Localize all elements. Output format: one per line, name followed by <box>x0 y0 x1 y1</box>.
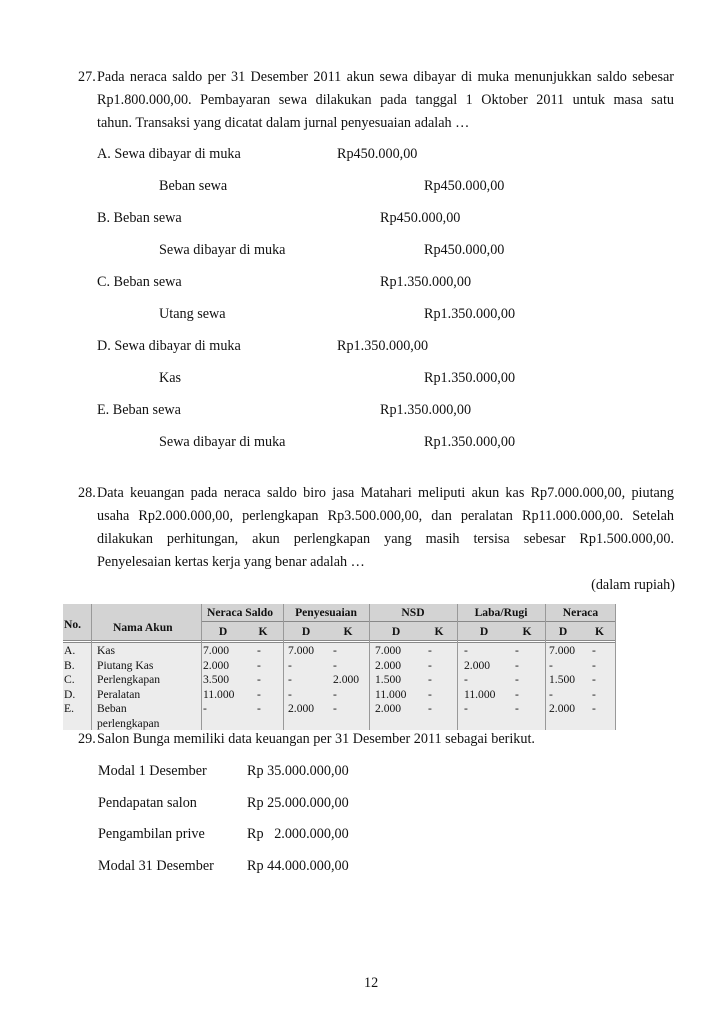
table-cell: - <box>288 673 292 686</box>
account-names <box>97 644 160 731</box>
row-numbers <box>64 644 75 717</box>
table-cell: 2.000 <box>333 673 360 686</box>
table-cell: - <box>515 673 519 686</box>
unit-note: (dalam rupiah) <box>591 577 675 593</box>
table-cell: - <box>257 687 261 701</box>
header-credit: K <box>258 625 268 638</box>
question-text-line: dilakukan perhitungan, akun perlengkapan yang masih tersisa sebesar Rp1.500.000,00. <box>97 531 674 547</box>
option-d-credit-account: Kas <box>159 370 182 386</box>
table-cell: 7.000 <box>288 644 315 657</box>
option-e-debit-amount: Rp1.350.000,00 <box>380 402 472 418</box>
neraca-credit-column <box>592 644 596 717</box>
option-d-debit-account: D. Sewa dibayar di muka <box>97 338 241 354</box>
row-no: D. <box>64 687 76 701</box>
body-top-line <box>63 642 616 643</box>
header-credit: K <box>522 625 532 638</box>
header-penyesuaian: Penyesuaian <box>295 606 357 619</box>
account-name: Perlengkapan <box>97 673 161 686</box>
table-cell: 11.000 <box>464 687 496 701</box>
question-text-line: Rp1.800.000,00. Pembayaran sewa dilakukan pada tanggal 1 Oktober 2011 untuk masa satu <box>97 92 674 108</box>
table-cell: - <box>592 687 596 701</box>
table-cell: - <box>428 658 432 672</box>
table-cell: - <box>464 673 468 686</box>
option-a-debit-account: A. Sewa dibayar di muka <box>97 146 241 162</box>
table-cell: 2.000 <box>464 658 491 672</box>
table-cell: - <box>515 658 519 672</box>
option-e-credit-amount: Rp1.350.000,00 <box>424 434 516 450</box>
table-cell: - <box>464 644 468 657</box>
column-divider <box>615 604 616 730</box>
question-number: 27. <box>78 69 96 85</box>
header-debit: D <box>218 625 228 638</box>
table-cell: - <box>592 658 596 672</box>
account-name-continued: perlengkapan <box>97 716 160 730</box>
header-divider <box>201 621 616 622</box>
table-cell: - <box>257 658 261 672</box>
neraca-saldo-debit-column <box>203 644 234 717</box>
option-c-credit-account: Utang sewa <box>159 306 226 322</box>
table-cell: 2.000 <box>375 658 402 672</box>
table-cell: 3.500 <box>203 673 230 686</box>
data-value: Rp 44.000.000,00 <box>247 858 349 874</box>
question-text-line: tahun. Transaksi yang dicatat dalam jurnal penyesuaian adalah … <box>97 115 470 131</box>
column-divider <box>545 604 546 730</box>
table-cell: 2.000 <box>375 702 402 715</box>
question-number: 29. <box>78 731 96 747</box>
table-cell: - <box>333 702 337 715</box>
table-cell: - <box>428 644 432 657</box>
header-account-name: Nama Akun <box>113 621 173 634</box>
table-cell: 7.000 <box>549 644 576 657</box>
header-bottom-line <box>63 640 616 641</box>
option-b-credit-amount: Rp450.000,00 <box>424 242 505 258</box>
account-name: Piutang Kas <box>97 658 154 672</box>
penyesuaian-debit-column <box>288 644 314 717</box>
table-cell: 11.000 <box>203 687 235 701</box>
data-label: Modal 1 Desember <box>98 763 207 779</box>
option-e-credit-account: Sewa dibayar di muka <box>159 434 286 450</box>
column-divider <box>283 604 284 730</box>
option-c-credit-amount: Rp1.350.000,00 <box>424 306 516 322</box>
option-b-debit-amount: Rp450.000,00 <box>380 210 461 226</box>
option-c-debit-account: C. Beban sewa <box>97 274 182 290</box>
row-no: E. <box>64 702 74 715</box>
row-no: C. <box>64 673 75 686</box>
option-e-debit-account: E. Beban sewa <box>97 402 181 418</box>
header-credit: K <box>594 625 605 638</box>
laba-rugi-debit-column <box>464 644 495 717</box>
data-value: Rp 35.000.000,00 <box>247 763 349 779</box>
table-cell: 2.000 <box>288 702 315 715</box>
row-no: A. <box>64 644 76 657</box>
header-credit: K <box>343 625 353 638</box>
option-b-debit-account: B. Beban sewa <box>97 210 182 226</box>
option-a-debit-amount: Rp450.000,00 <box>337 146 418 162</box>
question-text-line: Pada neraca saldo per 31 Desember 2011 akun sewa dibayar di muka menunjukkan saldo sebesar <box>97 69 674 85</box>
table-cell: 11.000 <box>375 687 407 701</box>
header-neraca-saldo: Neraca Saldo <box>206 606 273 619</box>
question-text-line: Penyelesaian kertas kerja yang benar adalah … <box>97 554 365 570</box>
column-divider <box>91 604 92 730</box>
account-name: Beban <box>97 702 127 715</box>
nsd-credit-column <box>428 644 432 717</box>
table-cell: 7.000 <box>203 644 230 657</box>
table-cell: - <box>592 702 596 715</box>
question-number: 28. <box>78 485 96 501</box>
table-cell: 1.500 <box>549 673 576 686</box>
table-cell: - <box>428 702 432 715</box>
data-value: Rp 2.000.000,00 <box>247 826 349 842</box>
header-debit: D <box>391 625 401 638</box>
header-debit: D <box>479 625 489 638</box>
neraca-saldo-credit-column <box>257 644 261 717</box>
option-c-debit-amount: Rp1.350.000,00 <box>380 274 472 290</box>
table-cell: 7.000 <box>375 644 402 657</box>
table-cell: - <box>549 687 553 701</box>
table-cell: - <box>464 702 468 715</box>
option-d-credit-amount: Rp1.350.000,00 <box>424 370 516 386</box>
table-cell: - <box>333 658 337 672</box>
question-text: Salon Bunga memiliki data keuangan per 31 Desember 2011 sebagai berikut. <box>97 731 535 747</box>
table-cell: - <box>257 673 261 686</box>
table-cell: - <box>428 673 432 686</box>
header-no: No. <box>64 618 82 631</box>
table-cell: - <box>257 702 261 715</box>
penyesuaian-credit-column <box>333 644 359 717</box>
table-cell: - <box>428 687 432 701</box>
data-label: Modal 31 Desember <box>98 858 214 874</box>
option-a-credit-amount: Rp450.000,00 <box>424 178 505 194</box>
page-number: 12 <box>364 975 379 991</box>
option-a-credit-account: Beban sewa <box>159 178 228 194</box>
worksheet-table <box>63 604 616 730</box>
table-cell: - <box>515 687 519 701</box>
column-divider <box>369 604 370 730</box>
table-cell: - <box>592 673 596 686</box>
data-value: Rp 25.000.000,00 <box>247 795 349 811</box>
question-text-line: usaha Rp2.000.000,00, perlengkapan Rp3.500.000,00, dan peralatan Rp11.000.000,00. Setelah <box>97 508 674 524</box>
table-cell: - <box>257 644 261 657</box>
row-no: B. <box>64 658 75 672</box>
header-debit: D <box>301 625 311 638</box>
laba-rugi-credit-column <box>515 644 519 717</box>
column-divider <box>457 604 458 730</box>
table-cell: - <box>288 658 292 672</box>
data-label: Pendapatan salon <box>98 795 197 811</box>
column-divider <box>201 604 202 730</box>
data-label: Pengambilan prive <box>98 826 205 842</box>
header-nsd: NSD <box>401 606 425 619</box>
account-name: Kas <box>97 644 116 657</box>
table-cell: - <box>515 702 519 715</box>
question-text-line: Data keuangan pada neraca saldo biro jasa Matahari meliputi akun kas Rp7.000.000,00, piutang <box>97 485 674 501</box>
account-name: Peralatan <box>97 687 141 701</box>
table-cell: - <box>203 702 207 715</box>
table-cell: - <box>288 687 292 701</box>
table-cell: - <box>549 658 553 672</box>
table-cell: 2.000 <box>203 658 230 672</box>
header-laba-rugi: Laba/Rugi <box>474 606 528 619</box>
header-neraca: Neraca <box>562 606 599 619</box>
nsd-debit-column <box>375 644 406 717</box>
table-cell: - <box>333 644 337 657</box>
table-cell: 1.500 <box>375 673 402 686</box>
option-d-debit-amount: Rp1.350.000,00 <box>337 338 429 354</box>
header-debit: D <box>558 625 568 638</box>
table-cell: - <box>515 644 519 657</box>
table-cell: - <box>333 687 337 701</box>
table-cell: 2.000 <box>549 702 576 715</box>
table-cell: - <box>592 644 596 657</box>
option-b-credit-account: Sewa dibayar di muka <box>159 242 286 258</box>
header-credit: K <box>434 625 444 638</box>
neraca-debit-column <box>549 644 575 717</box>
